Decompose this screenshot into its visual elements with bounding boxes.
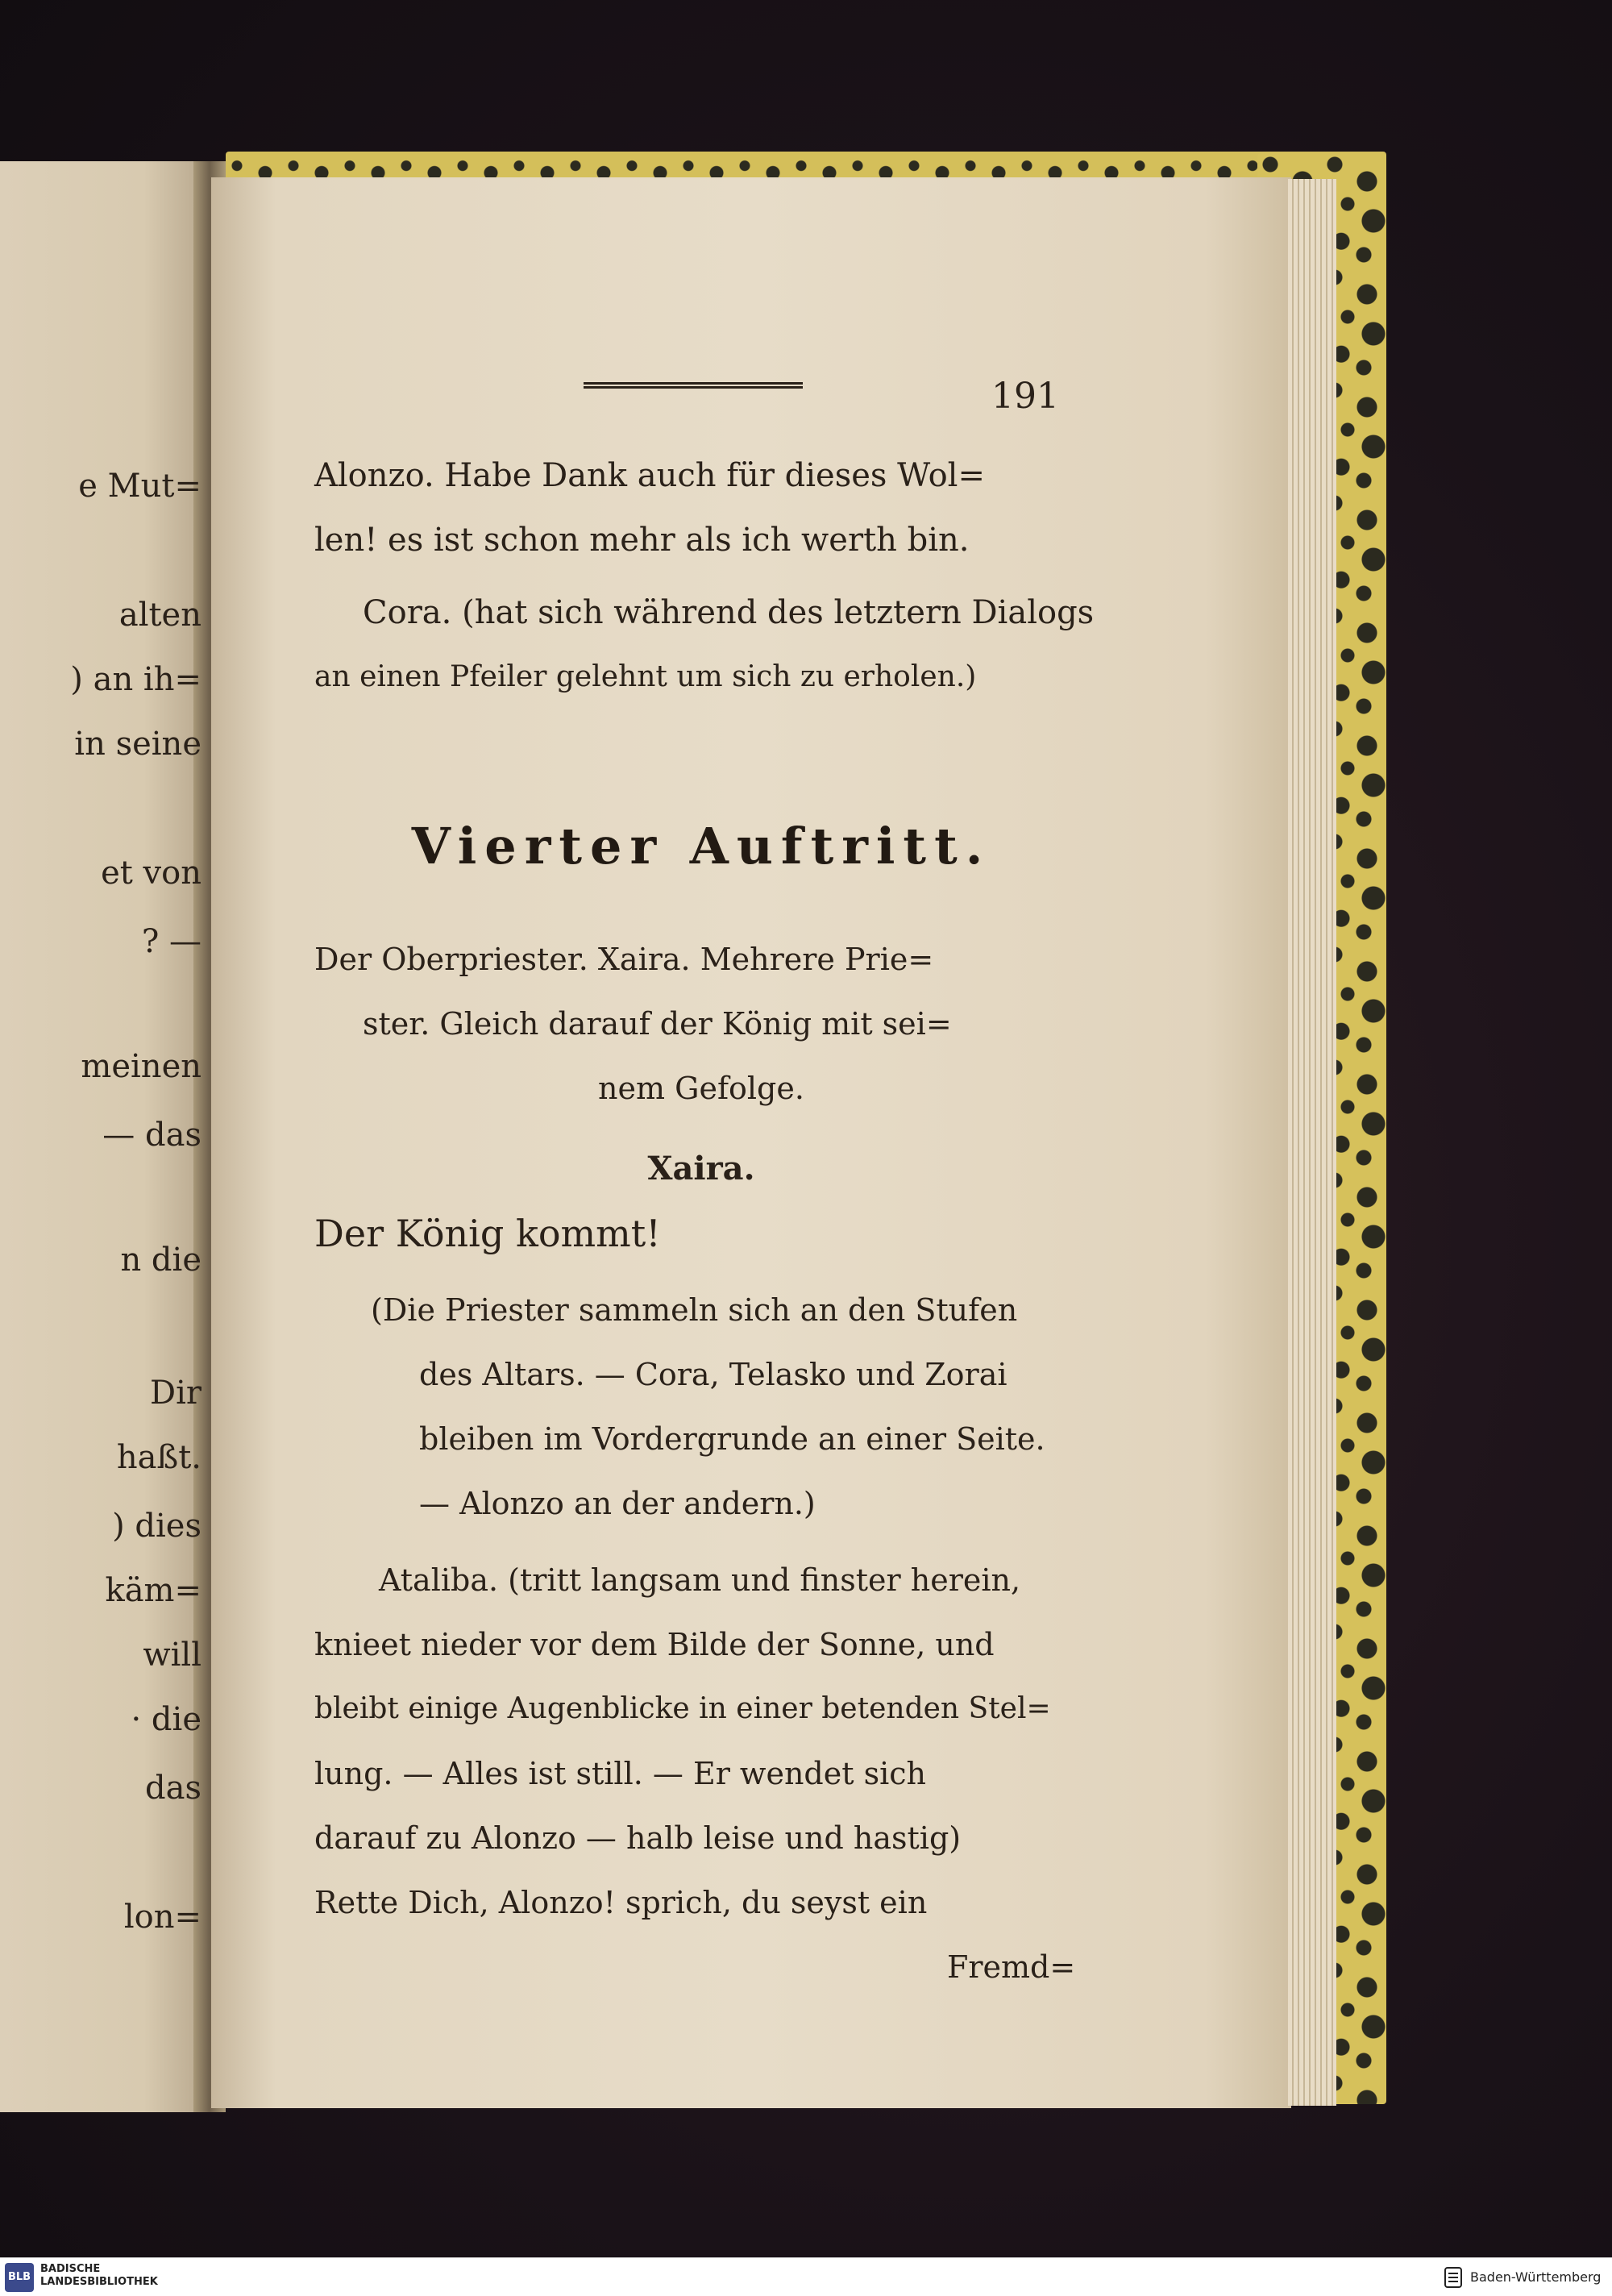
page-edges [1288,179,1336,2106]
left-word: n die [120,1242,202,1279]
text-line: Rette Dich, Alonzo! sprich, du seyst ein [314,1885,928,1920]
catchword: Fremd= [947,1949,1076,1985]
text-line: len! es ist schon mehr als ich werth bin. [314,522,970,559]
left-word: käm= [105,1572,202,1609]
left-word: Dir [150,1375,202,1412]
left-word: · die [131,1701,202,1738]
left-word: in seine [74,726,202,763]
library-name-line2: LANDESBIBLIOTHEK [40,2276,158,2288]
header-rule [584,382,803,389]
state-name: Baden-Württemberg [1470,2269,1602,2285]
left-word: et von [101,855,202,892]
cast-line: nem Gefolge. [598,1071,804,1106]
text-line: Cora. (hat sich während des letztern Dialogs [363,594,1095,631]
left-word: lon= [123,1899,202,1936]
text-line: bleibt einige Augenblicke in einer betenden Stel= [314,1692,1051,1725]
left-page-text [0,0,202,2112]
footer-bar [0,2257,1612,2296]
text-line: knieet nieder vor dem Bilde der Sonne, und [314,1627,995,1662]
text-line: lung. — Alles ist still. — Er wendet sich [314,1756,926,1791]
text-line: an einen Pfeiler gelehnt um sich zu erholen.) [314,660,977,693]
page-number: 191 [991,376,1059,417]
left-word: meinen [81,1048,202,1085]
stage-direction: des Altars. — Cora, Telasko und Zorai [419,1357,1008,1392]
left-word: ? — [141,923,202,960]
cast-line: Der Oberpriester. Xaira. Mehrere Prie= [314,942,934,977]
library-name [40,2263,158,2289]
state-crest-icon [1443,2266,1464,2289]
left-word: das [145,1770,202,1807]
text-line: darauf zu Alonzo — halb leise und hastig) [314,1820,962,1856]
text-line: Alonzo. Habe Dank auch für dieses Wol= [314,457,985,494]
stage-direction: — Alonzo an der andern.) [419,1486,816,1521]
left-word: — das [102,1117,202,1154]
left-word: haßt. [116,1439,202,1476]
left-word: ) dies [112,1508,202,1545]
scene-heading: Vierter Auftritt. [411,817,991,876]
left-word: ) an ih= [70,661,202,698]
speaker-name: Xaira. [647,1150,755,1188]
text-line: Ataliba. (tritt langsam und finster herein, [379,1562,1021,1598]
stage-direction: (Die Priester sammeln sich an den Stufen [371,1292,1018,1328]
left-word: will [143,1637,202,1674]
blb-logo: BLB [5,2263,34,2292]
left-word: e Mut= [78,468,202,505]
speech-line: Der König kommt! [314,1212,661,1255]
cast-line: ster. Gleich darauf der König mit sei= [363,1006,952,1042]
stage-direction: bleiben im Vordergrunde an einer Seite. [419,1421,1045,1457]
library-name-line1: BADISCHE [40,2263,101,2275]
left-word: alten [118,597,202,634]
